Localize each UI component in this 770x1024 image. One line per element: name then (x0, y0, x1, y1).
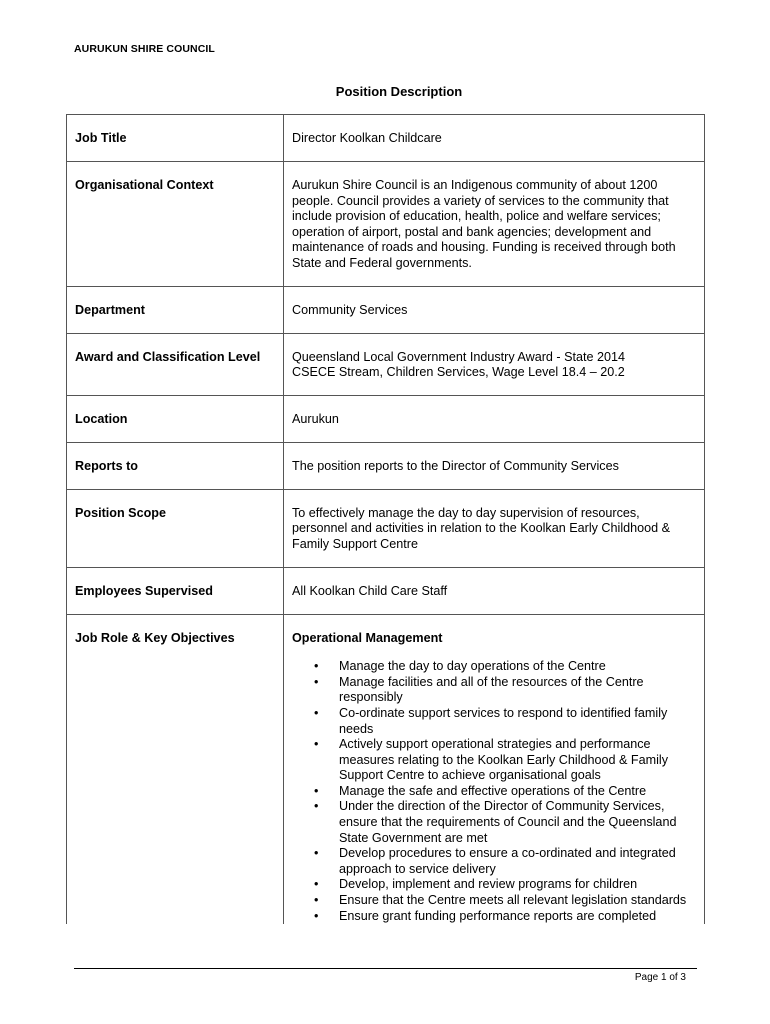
row-value-job-title: Director Koolkan Childcare (284, 115, 705, 162)
row-label-location: Location (67, 395, 284, 442)
footer-divider (74, 968, 697, 969)
row-value-position-scope: To effectively manage the day to day supervision of resources, personnel and activities in relation to the Koolkan Early Childhood & Family Support Centre (284, 489, 705, 567)
award-line-2: CSECE Stream, Children Services, Wage Level 18.4 – 20.2 (292, 365, 625, 380)
list-item: • Co-ordinate support services to respond to identified family needs (292, 706, 696, 737)
list-item: • Ensure that the Centre meets all relevant legislation standards (292, 893, 696, 909)
row-label-organisational-context: Organisational Context (67, 162, 284, 287)
table-row (67, 442, 705, 489)
row-value-organisational-context: Aurukun Shire Council is an Indigenous community of about 1200 people. Council provides a variety of services to the community that include provision of education, health, police and welfare services; operation of airport, postal and bank agencies; development and maintenance of roads and housing. Funding is received through both State and Federal governments. (284, 162, 705, 287)
document-title: Position Description (335, 84, 463, 99)
row-value-employees-supervised: All Koolkan Child Care Staff (284, 567, 705, 614)
table-row (67, 162, 705, 287)
section-heading-operational-management: Operational Management (292, 630, 443, 645)
table-row (67, 395, 705, 442)
row-label-employees-supervised: Employees Supervised (67, 567, 284, 614)
table-row (67, 115, 705, 162)
row-value-department: Community Services (284, 286, 705, 333)
table-row (67, 567, 705, 614)
list-item: • Develop procedures to ensure a co-ordinated and integrated approach to service delivery (292, 846, 696, 877)
objectives-list (292, 659, 696, 924)
page-number: Page 1 of 3 (634, 972, 686, 983)
organization-name: AURUKUN SHIRE COUNCIL (74, 43, 215, 55)
row-label-position-scope: Position Scope (67, 489, 284, 567)
table-row (67, 614, 705, 924)
position-description-table (66, 114, 705, 924)
list-item: • Under the direction of the Director of Community Services, ensure that the requirements of Council and the Queensland State Government are met (292, 799, 696, 846)
row-value-award-classification (284, 333, 705, 395)
table-row (67, 489, 705, 567)
list-item: • Ensure grant funding performance reports are completed (292, 909, 696, 925)
list-item: • Actively support operational strategies and performance measures relating to the Koolkan Early Childhood & Family Support Centre to achieve organisational goals (292, 737, 696, 784)
row-value-reports-to: The position reports to the Director of Community Services (284, 442, 705, 489)
row-label-reports-to: Reports to (67, 442, 284, 489)
row-value-job-role (284, 614, 705, 924)
list-item: • Manage the safe and effective operations of the Centre (292, 784, 696, 800)
table-row (67, 286, 705, 333)
row-label-award-classification: Award and Classification Level (67, 333, 284, 395)
row-value-location: Aurukun (284, 395, 705, 442)
row-label-job-role: Job Role & Key Objectives (67, 614, 284, 924)
row-label-department: Department (67, 286, 284, 333)
list-item: • Manage the day to day operations of the Centre (292, 659, 696, 675)
row-label-job-title: Job Title (67, 115, 284, 162)
award-line-1: Queensland Local Government Industry Award - State 2014 (292, 349, 626, 364)
list-item: • Manage facilities and all of the resources of the Centre responsibly (292, 675, 696, 706)
table-row (67, 333, 705, 395)
list-item: • Develop, implement and review programs for children (292, 877, 696, 893)
